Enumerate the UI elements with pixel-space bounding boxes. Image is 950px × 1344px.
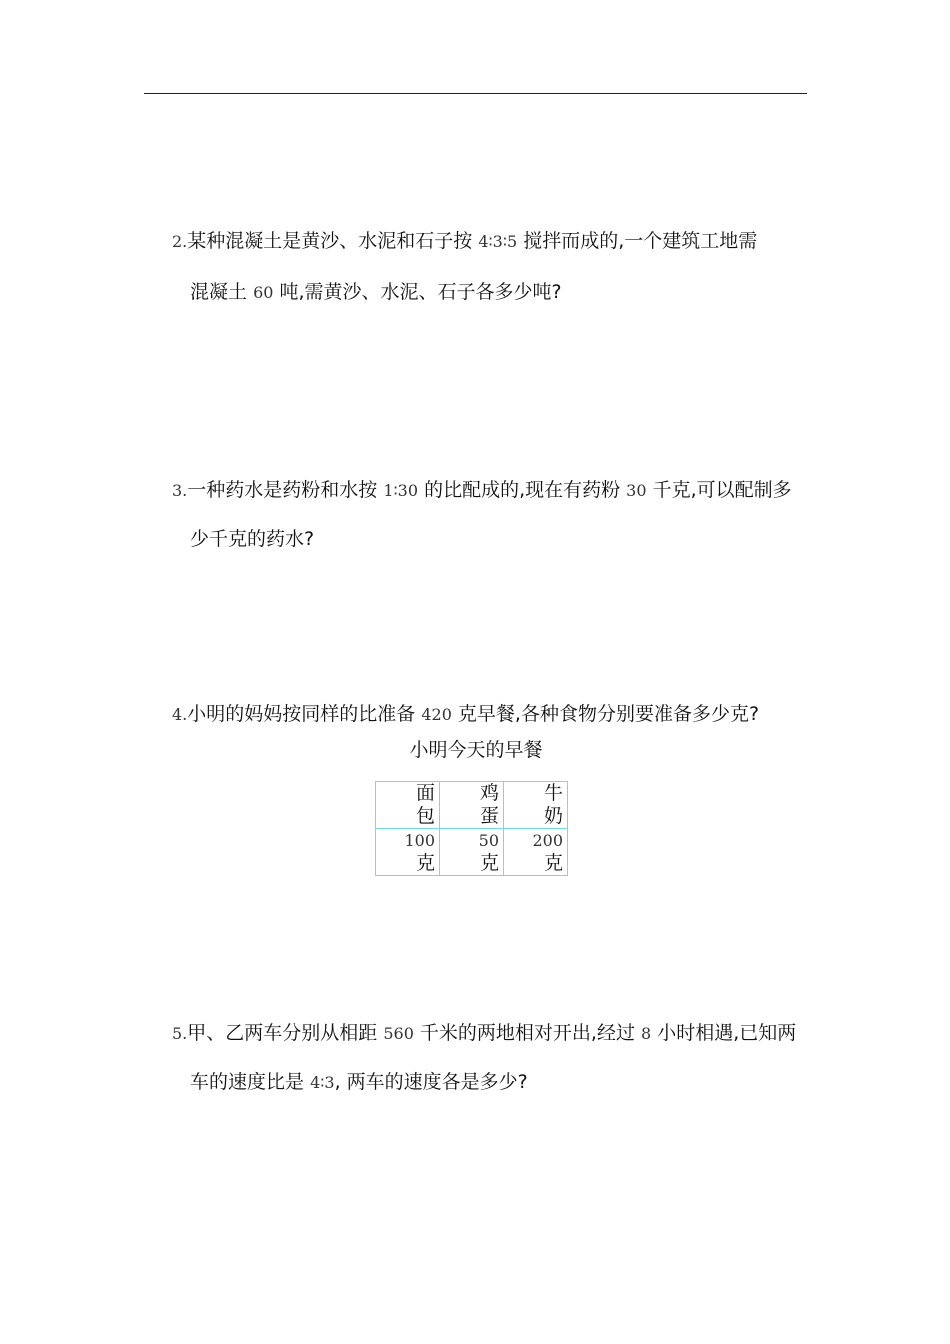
question-text: 吨,需黄沙、水泥、石子各多少吨? [279, 281, 562, 303]
question-text: 千米的两地相对开出,经过 [419, 1022, 635, 1044]
question-text: 的比配成的,现在有药粉 [424, 479, 621, 501]
question-text: 混凝土 [190, 281, 248, 303]
question-number: 2. [172, 232, 188, 251]
question-2-line-1 [172, 229, 757, 254]
question-text: , 两车的速度各是多少? [334, 1071, 528, 1093]
question-text: 一种药水是药粉和水按 [187, 479, 378, 501]
ratio-value: 1∶30 [383, 481, 419, 500]
quantity-value: 420 [421, 705, 452, 724]
question-text: 小时相遇,已知两 [657, 1022, 797, 1044]
quantity-value: 30 [626, 481, 647, 500]
question-2-line-2 [190, 280, 562, 305]
question-5-line-2 [190, 1070, 528, 1095]
quantity-value: 8 [641, 1024, 652, 1043]
table-cell: 100 克 [376, 829, 440, 876]
question-text: 千克,可以配制多 [652, 479, 792, 501]
question-3-line-2 [190, 527, 314, 551]
question-text: 某种混凝土是黄沙、水泥和石子按 [187, 230, 473, 252]
table-row [376, 782, 568, 829]
question-text: 小明的妈妈按同样的比准备 [187, 703, 416, 725]
table-cell: 面 包 [376, 782, 440, 829]
top-rule [144, 93, 807, 94]
quantity-value: 60 [253, 283, 274, 302]
table-cell: 鸡 蛋 [440, 782, 504, 829]
breakfast-table-title: 小明今天的早餐 [409, 739, 543, 761]
question-text: 克早餐,各种食物分别要准备多少克? [457, 703, 760, 725]
question-number: 5. [172, 1024, 188, 1043]
question-3-line-1 [172, 478, 792, 503]
question-text: 车的速度比是 [190, 1071, 305, 1093]
ratio-value: 4∶3 [310, 1073, 335, 1092]
question-5-line-1 [172, 1021, 796, 1046]
question-text: 甲、乙两车分别从相距 [187, 1022, 378, 1044]
table-cell: 牛 奶 [504, 782, 568, 829]
table-cell: 50 克 [440, 829, 504, 876]
quantity-value: 560 [383, 1024, 414, 1043]
table-row [376, 829, 568, 876]
table-cell: 200 克 [504, 829, 568, 876]
question-text: 搅拌而成的,一个建筑工地需 [523, 230, 758, 252]
ratio-value: 4∶3∶5 [478, 232, 518, 251]
question-4-line-1 [172, 702, 759, 727]
question-text: 少千克的药水? [190, 528, 315, 550]
breakfast-table [375, 781, 568, 876]
question-number: 3. [172, 481, 188, 500]
question-number: 4. [172, 705, 188, 724]
